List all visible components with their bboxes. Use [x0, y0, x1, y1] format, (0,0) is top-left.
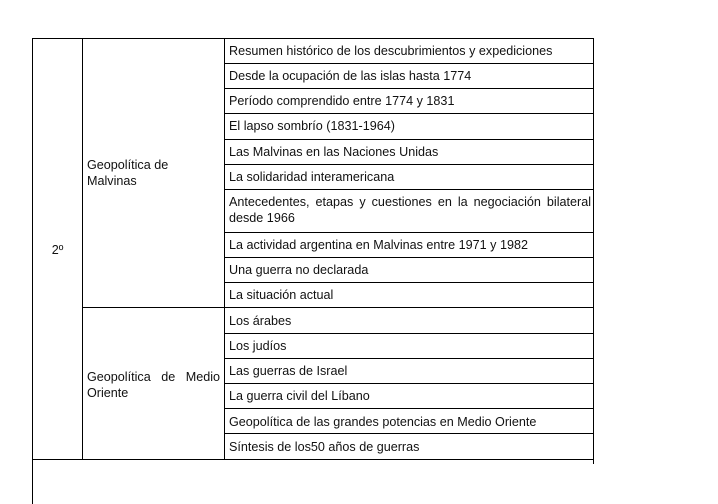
topic-cell: Los judíos	[229, 339, 287, 353]
topic-cell: Antecedentes, etapas y cuestiones en la negociación bilateral desde 1966	[229, 195, 591, 225]
row-divider	[224, 358, 594, 359]
module-column-border	[224, 38, 225, 459]
row-divider	[224, 189, 594, 190]
table-border-top	[32, 38, 594, 39]
topic-cell: La situación actual	[229, 288, 334, 302]
topic-cell: La solidaridad interamericana	[229, 170, 395, 184]
row-divider	[224, 113, 594, 114]
row-divider	[224, 408, 594, 409]
module-divider	[82, 307, 594, 308]
row-divider	[224, 282, 594, 283]
topic-cell: La guerra civil del Líbano	[229, 389, 370, 403]
row-divider	[224, 383, 594, 384]
table-border-bottom	[32, 459, 594, 460]
topic-cell: La actividad argentina en Malvinas entre 1971 y 1982	[229, 238, 528, 252]
level-cell: 2º	[51, 243, 64, 257]
row-divider	[224, 433, 594, 434]
row-divider	[224, 139, 594, 140]
topic-cell: Período comprendido entre 1774 y 1831	[229, 94, 455, 108]
table-border-right	[593, 38, 594, 464]
module-label-medio-oriente: Geopolítica de Medio Oriente	[87, 370, 220, 400]
module-label-malvinas: Geopolítica de Malvinas	[87, 158, 169, 188]
row-divider	[224, 63, 594, 64]
row-divider	[224, 88, 594, 89]
topic-cell: Geopolítica de las grandes potencias en Medio Oriente	[229, 415, 537, 429]
topic-cell: Las guerras de Israel	[229, 364, 348, 378]
topic-cell: El lapso sombrío (1831-1964)	[229, 119, 395, 133]
table-border-left	[32, 38, 33, 504]
row-divider	[224, 257, 594, 258]
topic-cell: Síntesis de los50 años de guerras	[229, 440, 420, 454]
level-column-border	[82, 38, 83, 459]
topic-cell: Desde la ocupación de las islas hasta 1774	[229, 69, 472, 83]
topic-cell: Una guerra no declarada	[229, 263, 369, 277]
row-divider	[224, 232, 594, 233]
topic-cell: Las Malvinas en las Naciones Unidas	[229, 145, 439, 159]
row-divider	[224, 333, 594, 334]
row-divider	[224, 164, 594, 165]
topic-cell: Resumen histórico de los descubrimientos y expediciones	[229, 44, 553, 58]
topic-cell: Los árabes	[229, 314, 292, 328]
